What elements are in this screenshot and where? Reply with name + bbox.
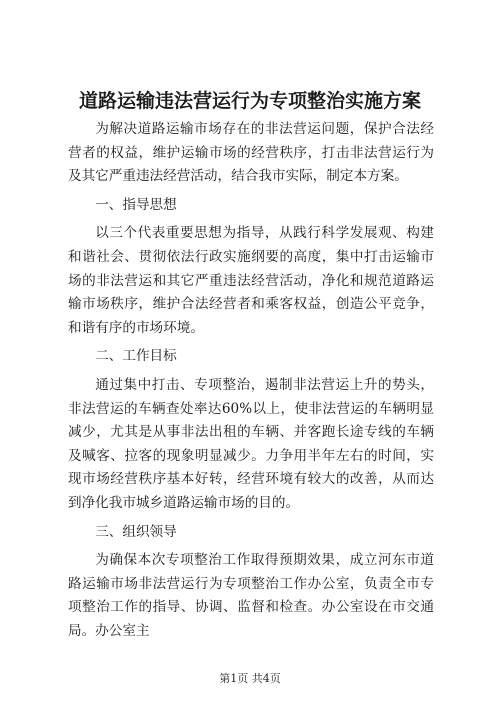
section-heading-work-goals: 二、工作目标	[95, 348, 177, 365]
section-heading-guiding-ideology: 一、指导思想	[95, 196, 177, 213]
document-title: 道路运输违法营运行为专项整治实施方案	[78, 90, 421, 112]
section-body-guiding-ideology: 以三个代表重要思想为指导，从践行科学发展观、构建和谐社会、贯彻依法行政实施纲要的高度，集中打击运输市场的非法营运和其它严重违法经营活动，净化和规范道路运输市场秩序，维护合法经营者和乘客权益，创造公平竞争，和谐有序的市场环境。	[68, 225, 434, 336]
section-body-work-goals: 通过集中打击、专项整治，遏制非法营运上升的势头，非法营运的车辆查处率达60%以上，使非法营运的车辆明显减少，尤其是从事非法出租的车辆、并客跑长途专线的车辆及喊客、拉客的现象明显减少。力争用半年左右的时间，实现市场经营秩序基本好转，经营环境有较大的改善，从而达到净化我市城乡道路运输市场的目的。	[68, 376, 434, 511]
document-body	[68, 118, 434, 643]
page-number-footer: 第1页 共4页	[219, 672, 281, 685]
section-heading-organization: 三、组织领导	[95, 523, 177, 540]
intro-paragraph: 为解决道路运输市场存在的非法营运问题，保护合法经营者的权益，维护运输市场的经营秩序，打击非法营运行为及其它严重违法经营活动，结合我市实际，制定本方案。	[68, 121, 434, 185]
section-body-organization: 为确保本次专项整治工作取得预期效果，成立河东市道路运输市场非法营运行为专项整治工作办公室，负责全市专项整治工作的指导、协调、监督和检查。办公室设在市交通局。办公室主	[68, 552, 434, 639]
